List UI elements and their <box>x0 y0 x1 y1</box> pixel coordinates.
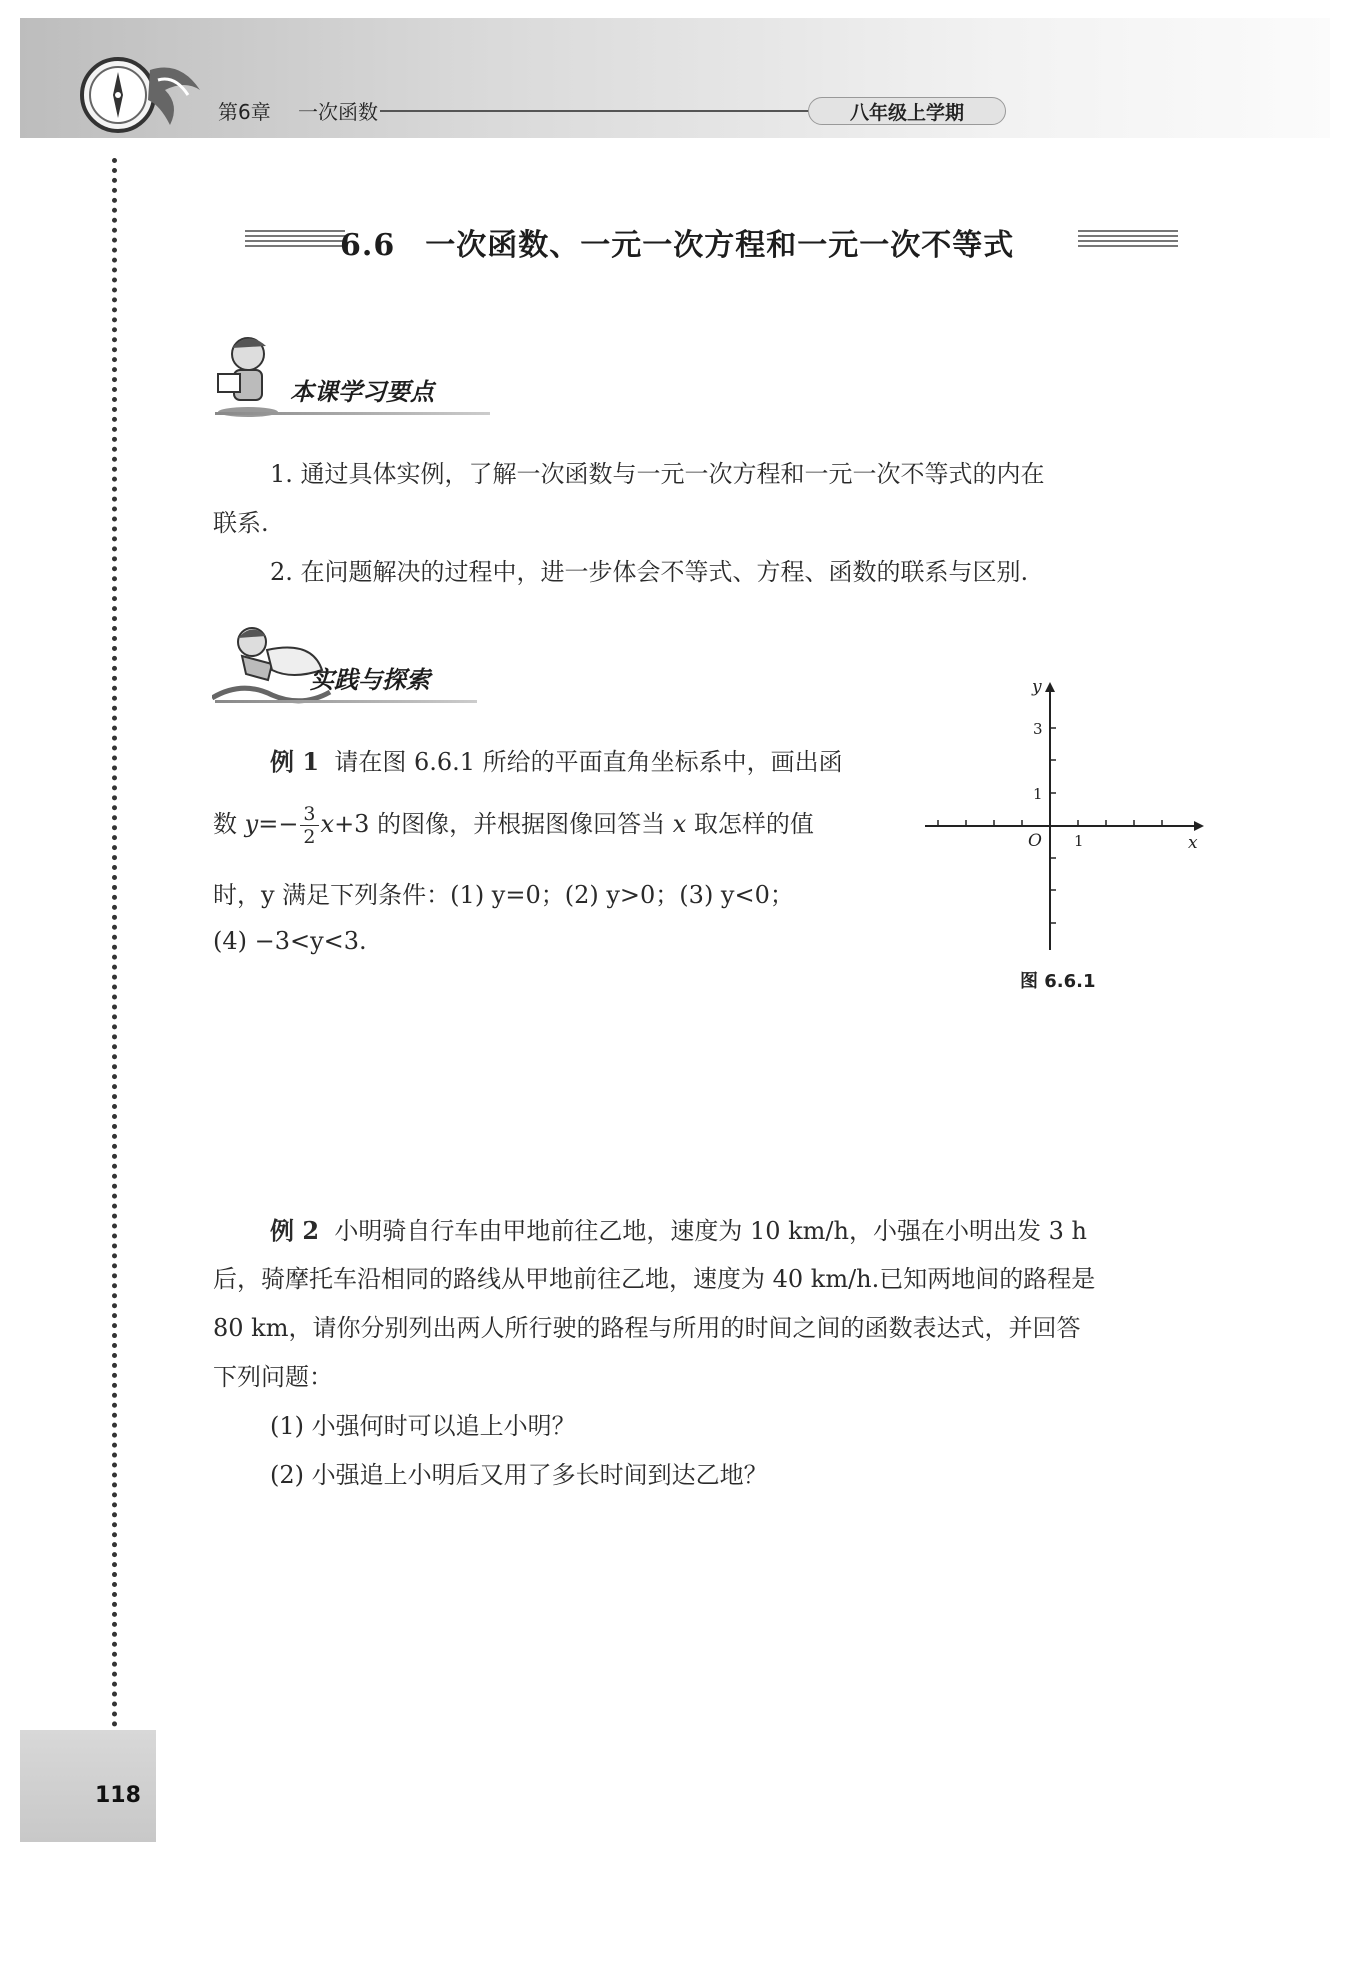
figure-caption: 图 6.6.1 <box>1020 971 1096 992</box>
chapter-label: 第6章 <box>218 100 271 124</box>
example2-line3: 80 km，请你分别列出两人所行驶的路程与所用的时间之间的函数表达式，并回答 <box>213 1314 1081 1342</box>
example2-label: 例 2 <box>270 1216 320 1245</box>
example1-line3: 时，y 满足下列条件：(1) y=0；(2) y>0；(3) y<0； <box>213 881 794 909</box>
x-axis-label: x <box>1188 833 1198 853</box>
example2-line1 <box>270 1206 1087 1256</box>
example1-label: 例 1 <box>270 747 320 776</box>
section-number: 6.6 <box>340 228 396 263</box>
objectives-underline <box>215 412 490 415</box>
compass-icon <box>70 50 210 140</box>
objective-item-2: 2. 在问题解决的过程中，进一步体会不等式、方程、函数的联系与区别. <box>270 558 1029 586</box>
example2-question2: (2) 小强追上小明后又用了多长时间到达乙地？ <box>270 1461 768 1489</box>
var-y: y <box>244 810 259 838</box>
objectives-heading: 本课学习要点 <box>290 378 434 406</box>
example1-text1: 请在图 6.6.1 所给的平面直角坐标系中，画出函 <box>334 748 843 776</box>
origin-label: O <box>1028 831 1042 851</box>
practice-underline <box>215 700 477 703</box>
margin-dotted-line <box>112 158 117 1728</box>
example1-line2 <box>213 800 814 849</box>
objective-item-1: 1. 通过具体实例，了解一次函数与一元一次方程和一元一次不等式的内在 <box>270 460 1045 488</box>
example1-text2-post: 取怎样的值 <box>686 810 814 838</box>
section-title <box>340 220 1014 264</box>
x-axis-arrow <box>1194 821 1204 831</box>
frac-denominator: 2 <box>303 826 316 848</box>
example2-text1: 小明骑自行车由甲地前往乙地，速度为 10 km/h，小强在小明出发 3 h <box>334 1217 1087 1245</box>
grade-tag: 八年级上学期 <box>808 97 1006 125</box>
coordinate-figure <box>920 680 1210 960</box>
var-x: x <box>320 810 335 838</box>
section-title-text: 一次函数、一元一次方程和一元一次不等式 <box>425 228 1015 263</box>
y-axis-arrow <box>1045 682 1055 692</box>
header-band <box>20 18 1330 138</box>
eq-minus: =− <box>258 810 299 838</box>
frac-numerator: 3 <box>300 803 318 826</box>
title-decoration-right <box>1078 230 1178 250</box>
tick-label-y3: 3 <box>1033 720 1043 738</box>
example2-line2: 后，骑摩托车沿相同的路线从甲地前往乙地，速度为 40 km/h.已知两地间的路程是 <box>213 1265 1096 1293</box>
fraction-3-2 <box>300 803 318 848</box>
chapter-name: 一次函数 <box>298 100 378 124</box>
example2-question1: (1) 小强何时可以追上小明？ <box>270 1412 576 1440</box>
example1-line4: (4) −3<y<3. <box>213 927 367 955</box>
header-rule <box>380 110 810 112</box>
title-decoration-left <box>245 230 345 250</box>
y-axis-label: y <box>1032 680 1042 697</box>
tick-label-y1: 1 <box>1033 785 1043 803</box>
eq-rest: +3 的图像，并根据图像回答当 <box>334 810 673 838</box>
var-x-2: x <box>672 810 687 838</box>
tick-label-x1: 1 <box>1074 832 1084 850</box>
student-reading-icon <box>210 332 280 422</box>
example2-line4: 下列问题： <box>213 1363 333 1391</box>
page-number: 118 <box>95 1783 141 1808</box>
example1-text2-pre: 数 <box>213 810 245 838</box>
example1-line1 <box>270 737 843 787</box>
practice-heading: 实践与探索 <box>310 666 430 694</box>
objective-item-1-cont: 联系. <box>213 509 269 537</box>
